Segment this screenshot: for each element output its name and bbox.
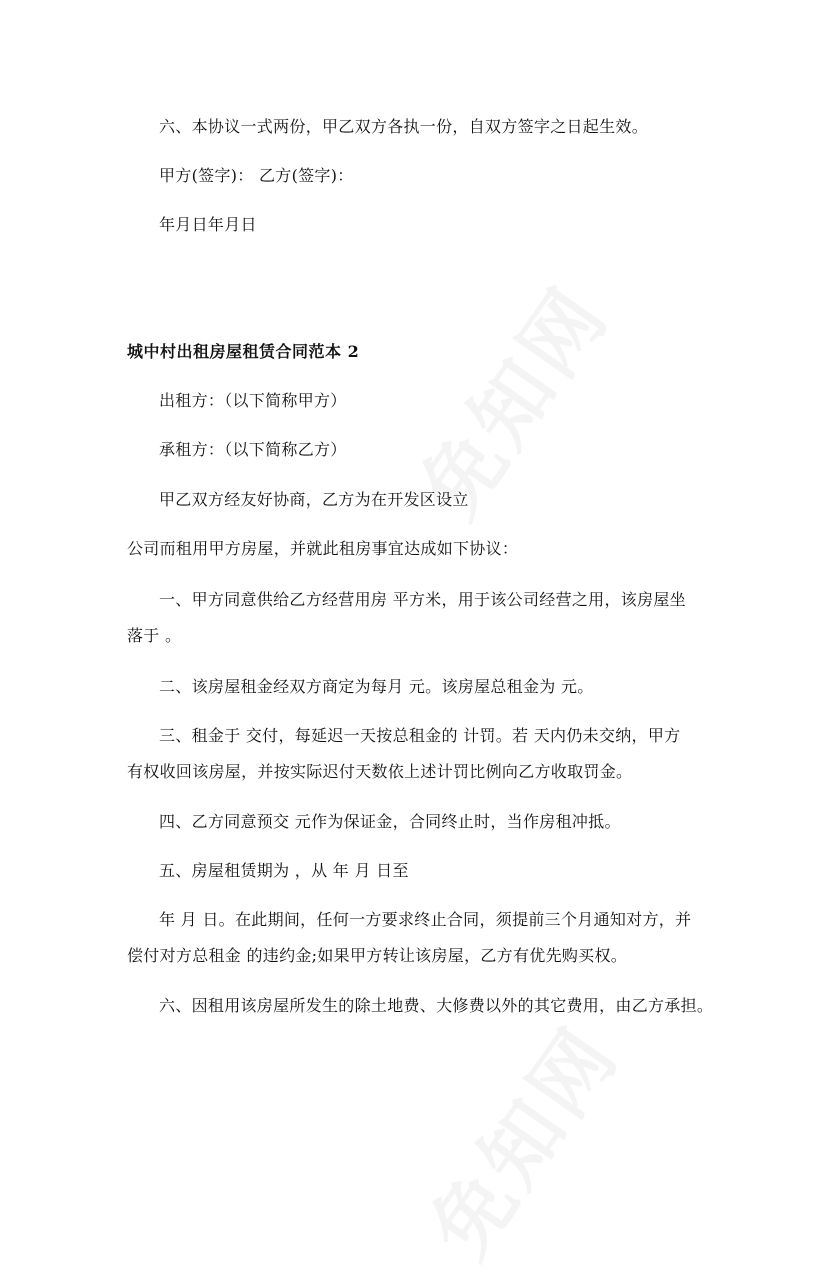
lessee-line: 承租方：（以下简称乙方） [159, 440, 347, 459]
clause-6-expenses: 六、因租用该房屋所发生的除土地费、大修费以外的其它费用，由乙方承担。 [159, 996, 714, 1015]
clause-4: 四、乙方同意预交 元作为保证金，合同终止时，当作房租冲抵。 [159, 812, 621, 831]
clause-5-line-2: 年 月 日。在此期间，任何一方要求终止合同，须提前三个月通知对方，并 [159, 910, 692, 929]
clause-1-line-2: 落于 。 [127, 626, 182, 645]
watermark [398, 999, 640, 1276]
date-line: 年月日年月日 [159, 215, 257, 234]
clause-6-effective: 六、本协议一式两份，甲乙双方各执一份，自双方签字之日起生效。 [159, 117, 649, 136]
clause-3-line-1: 三、租金于 交付，每延迟一天按总租金的 计罚。若 天内仍未交纳，甲方 [159, 726, 681, 745]
intro-line-1: 甲乙双方经友好协商，乙方为在开发区设立 [159, 490, 469, 509]
clause-3-line-2: 有权收回该房屋，并按实际迟付天数依上述计罚比例向乙方收取罚金。 [127, 762, 633, 781]
contract-title: 城中村出租房屋租赁合同范本 2 [127, 342, 360, 361]
intro-line-2: 公司而租用甲方房屋，并就此租房事宜达成如下协议： [127, 539, 519, 558]
signature-line: 甲方(签字)： 乙方(签字)： [159, 166, 354, 185]
lessor-line: 出租方：（以下简称甲方） [159, 391, 347, 410]
clause-2: 二、该房屋租金经双方商定为每月 元。该房屋总租金为 元。 [159, 677, 594, 696]
clause-1-line-1: 一、甲方同意供给乙方经营用房 平方米，用于该公司经营之用，该房屋坐 [159, 590, 686, 609]
clause-5-line-3: 偿付对方总租金 的违约金;如果甲方转让该房屋，乙方有优先购买权。 [127, 946, 628, 965]
clause-5-line-1: 五、房屋租赁期为 ，从 年 月 日至 [159, 861, 409, 880]
